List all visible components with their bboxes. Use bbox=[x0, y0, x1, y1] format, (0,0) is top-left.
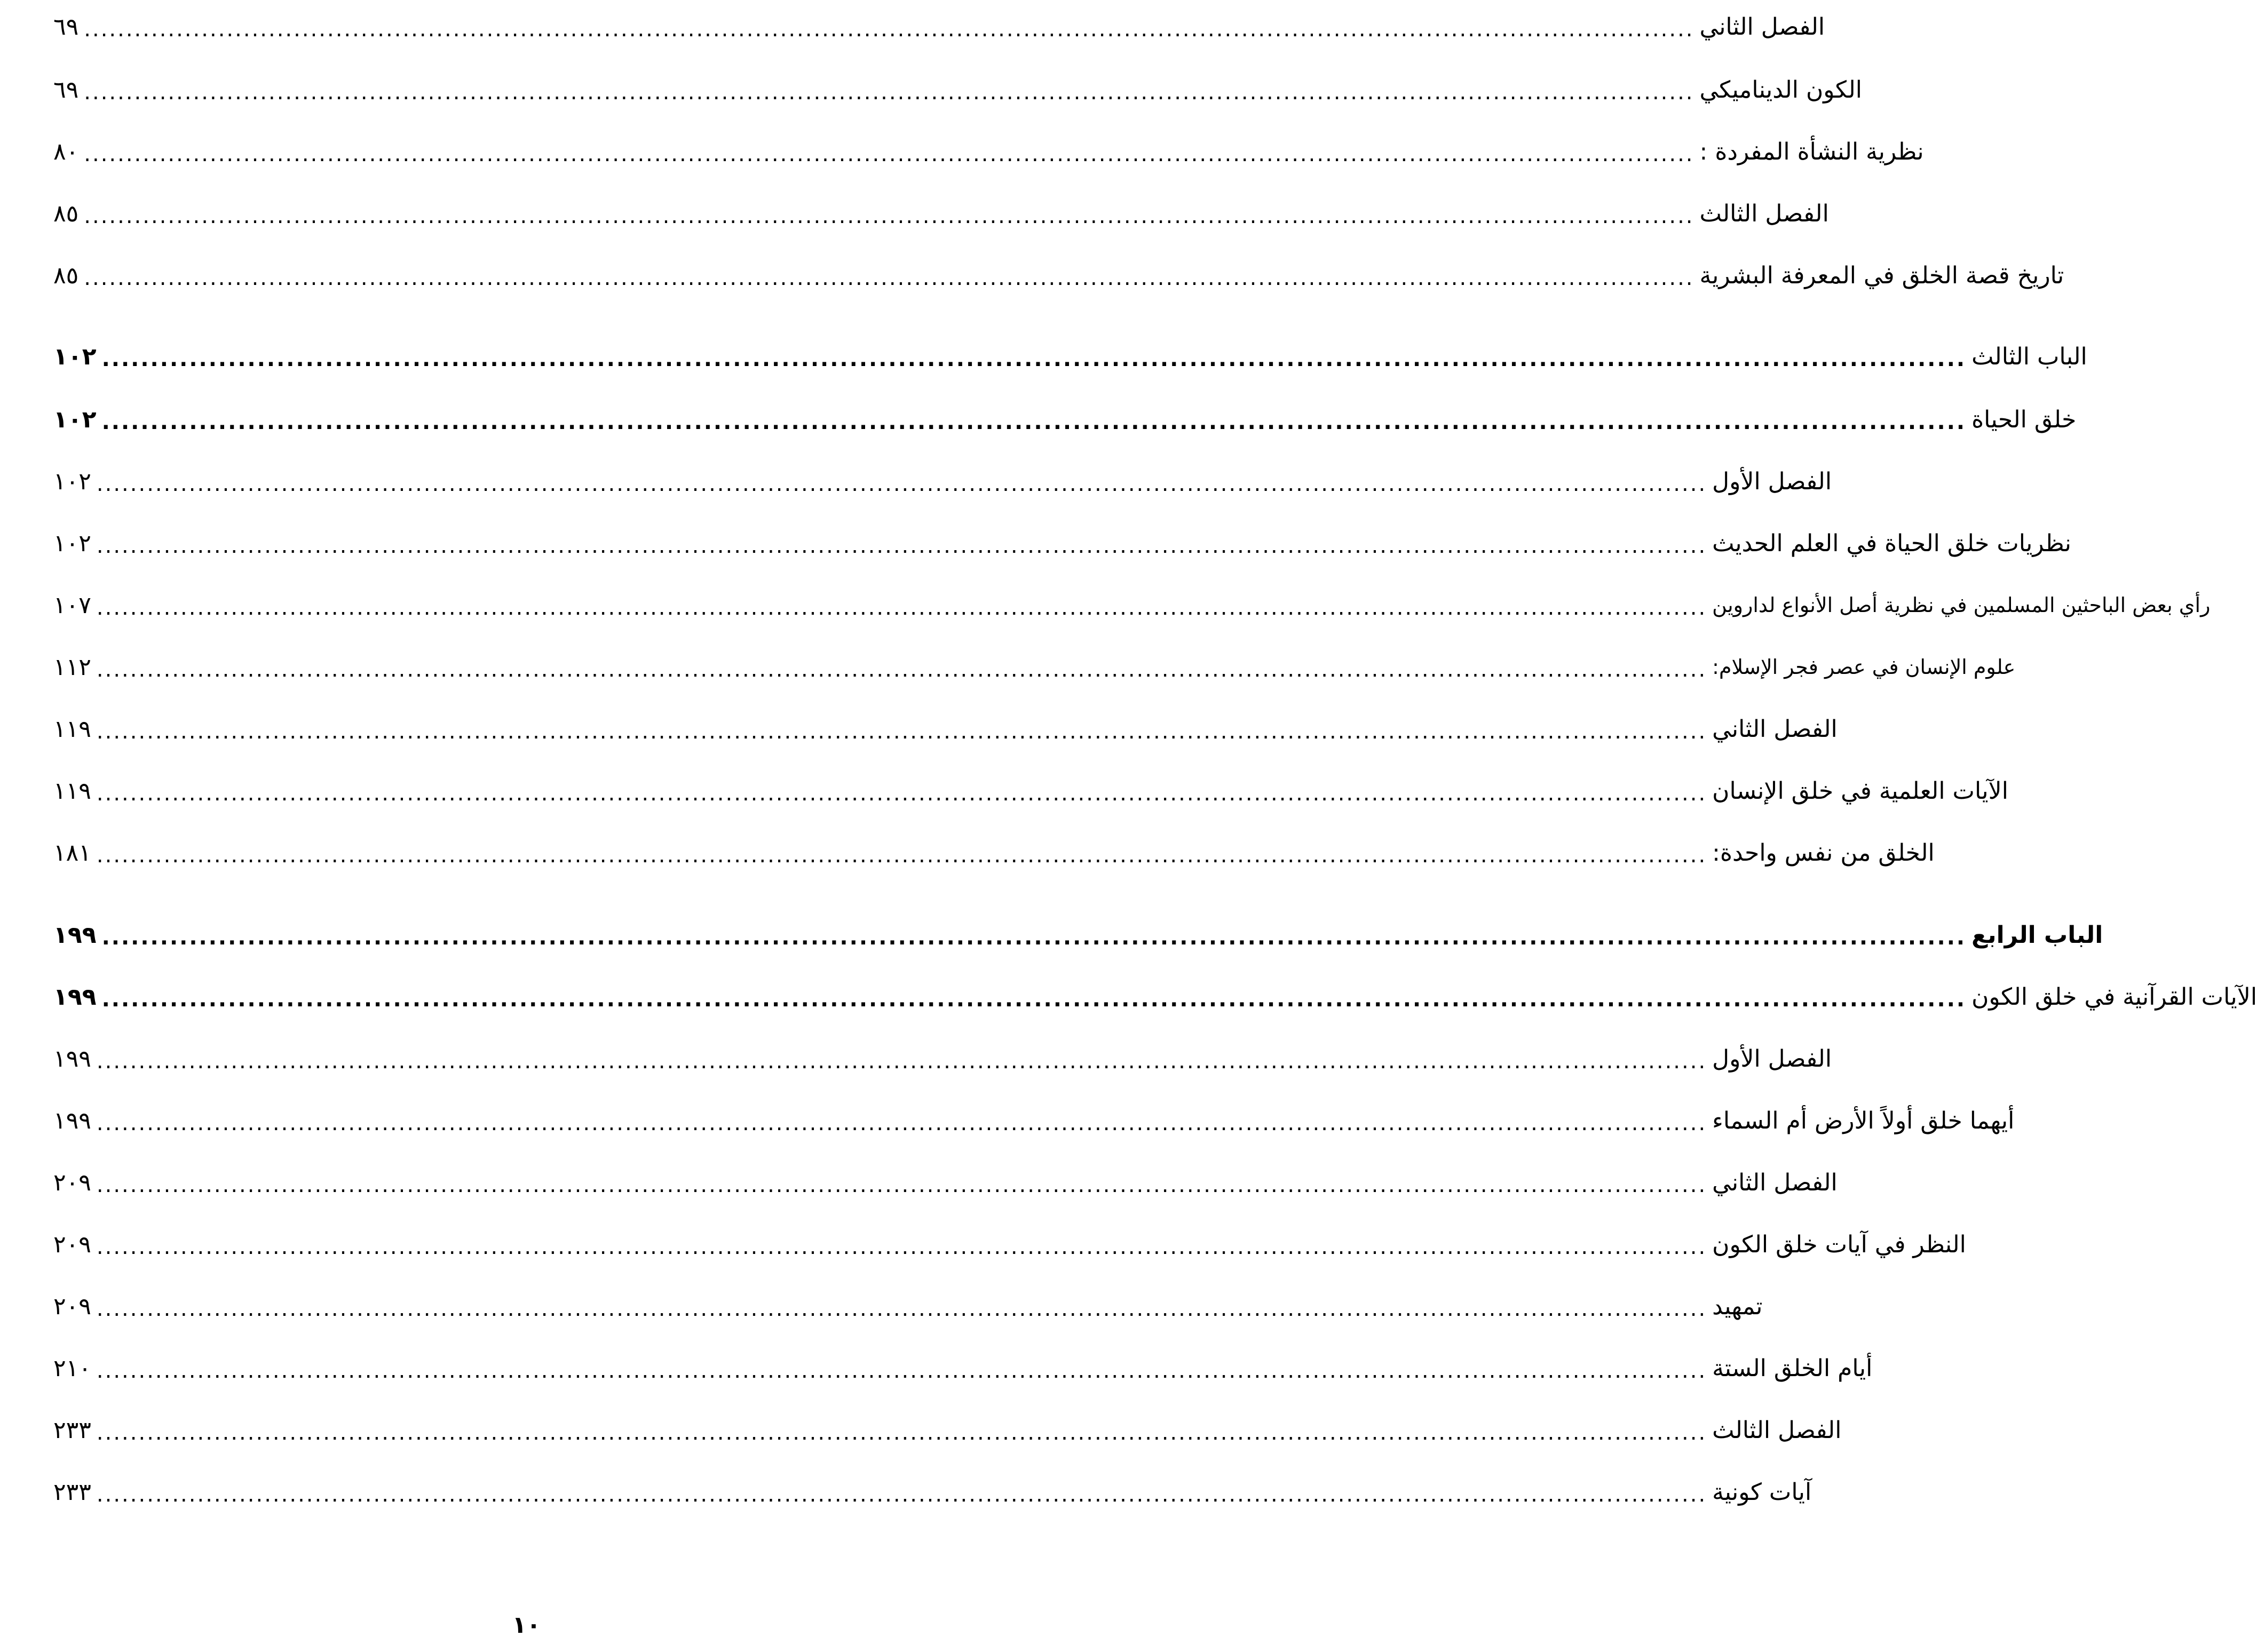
toc-leader-dots: ................................................................................................................................................................................................ bbox=[101, 925, 1967, 950]
toc-entry-title: الكون الديناميكي bbox=[1699, 76, 1862, 104]
toc-entry bbox=[53, 769, 2008, 812]
toc-page-number: ١٩٩ bbox=[53, 983, 97, 1011]
toc-leader-dots: ................................................................................................................................................................................................ bbox=[84, 204, 1694, 228]
toc-page-number: ٢٣٣ bbox=[53, 1416, 91, 1444]
toc-leader-dots: ................................................................................................................................................................................................ bbox=[84, 80, 1694, 105]
toc-page-number: ٢١٠ bbox=[53, 1354, 91, 1382]
toc-leader-dots: ................................................................................................................................................................................................ bbox=[84, 17, 1694, 42]
toc-leader-dots: ................................................................................................................................................................................................ bbox=[96, 781, 1707, 806]
toc-page-number: ١١٩ bbox=[53, 777, 91, 805]
toc-entry-title: الباب الثالث bbox=[1971, 343, 2087, 370]
toc-entry bbox=[53, 522, 2072, 565]
toc-leader-dots: ................................................................................................................................................................................................ bbox=[96, 657, 1707, 682]
toc-entry bbox=[53, 1285, 1763, 1328]
toc-entry-title: نظرية النشأة المفردة : bbox=[1699, 138, 1924, 165]
toc-page-number: ٢٣٣ bbox=[53, 1478, 91, 1506]
toc-page-number: ١٩٩ bbox=[53, 1107, 91, 1134]
toc-entry-title: الفصل الثالث bbox=[1699, 200, 1829, 227]
toc-leader-dots: ................................................................................................................................................................................................ bbox=[101, 410, 1967, 434]
toc-leader-dots: ................................................................................................................................................................................................ bbox=[96, 1359, 1707, 1383]
toc-page-number: ١٩٩ bbox=[53, 1045, 91, 1073]
toc-entry-title: تاريخ قصة الخلق في المعرفة البشرية bbox=[1699, 261, 2064, 289]
toc-page-number: ١٠٧ bbox=[53, 591, 91, 619]
toc-entry-title: أيهما خلق أولاً الأرض أم السماء bbox=[1712, 1107, 2015, 1134]
toc-page-number: ١٩٩ bbox=[53, 921, 97, 949]
toc-page-number: ٦٩ bbox=[53, 13, 79, 41]
toc-page-number: ٦٩ bbox=[53, 76, 79, 104]
toc-page-number: ١٠٢ bbox=[53, 467, 91, 495]
toc-entry bbox=[53, 1099, 2015, 1142]
toc-entry-title: نظريات خلق الحياة في العلم الحديث bbox=[1712, 529, 2072, 557]
toc-entry-part bbox=[53, 914, 2103, 956]
toc-page-number: ١٠٢ bbox=[53, 406, 97, 433]
toc-leader-dots: ................................................................................................................................................................................................ bbox=[96, 1297, 1707, 1321]
toc-leader-dots: ................................................................................................................................................................................................ bbox=[96, 595, 1707, 620]
toc-entry-title: الباب الرابع bbox=[1971, 921, 2103, 949]
toc-entry bbox=[53, 254, 2064, 297]
toc-entry bbox=[53, 1471, 1812, 1513]
toc-entry bbox=[53, 1347, 1873, 1389]
toc-entry bbox=[53, 460, 1832, 503]
toc-entry-title: أيام الخلق الستة bbox=[1712, 1354, 1873, 1382]
toc-entry-title: آيات كونية bbox=[1712, 1478, 1812, 1506]
toc-entry-title: الفصل الثاني bbox=[1712, 715, 1838, 743]
toc-entry bbox=[53, 398, 2077, 441]
toc-page-number: ٨٥ bbox=[53, 200, 79, 227]
toc-leader-dots: ................................................................................................................................................................................................ bbox=[96, 1049, 1707, 1074]
toc-page-number: ١٠٢ bbox=[53, 529, 91, 557]
toc-leader-dots: ................................................................................................................................................................................................ bbox=[96, 1173, 1707, 1197]
toc-leader-dots: ................................................................................................................................................................................................ bbox=[96, 1420, 1707, 1445]
toc-leader-dots: ................................................................................................................................................................................................ bbox=[84, 142, 1694, 166]
toc-leader-dots: ................................................................................................................................................................................................ bbox=[96, 719, 1707, 744]
toc-entry bbox=[53, 1037, 1832, 1080]
toc-page-number: ٨٠ bbox=[53, 138, 79, 165]
toc-entry-title: رأي بعض الباحثين المسلمين في نظرية أصل الأنواع لداروين bbox=[1712, 593, 2211, 617]
toc-page-number: ٢٠٩ bbox=[53, 1169, 91, 1196]
toc-entry-title: تمهيد bbox=[1712, 1292, 1763, 1320]
toc-entry bbox=[53, 646, 2016, 688]
toc-entry-title: خلق الحياة bbox=[1971, 406, 2077, 433]
toc-entry-title: الآيات القرآنية في خلق الكون bbox=[1971, 983, 2257, 1011]
toc-page-number: ١٨١ bbox=[53, 839, 91, 867]
toc-entry bbox=[53, 192, 1829, 235]
toc-page-number: ٨٥ bbox=[53, 261, 79, 289]
toc-leader-dots: ................................................................................................................................................................................................ bbox=[96, 843, 1707, 868]
toc-entry-title: الفصل الثالث bbox=[1712, 1416, 1842, 1444]
toc-entry bbox=[53, 130, 1924, 173]
toc-entry bbox=[53, 1223, 1966, 1266]
toc-entry bbox=[53, 584, 2211, 626]
toc-leader-dots: ................................................................................................................................................................................................ bbox=[101, 347, 1967, 371]
toc-entry-part bbox=[53, 335, 2087, 378]
toc-page-number: ٢٠٩ bbox=[53, 1230, 91, 1258]
toc-leader-dots: ................................................................................................................................................................................................ bbox=[96, 534, 1707, 558]
toc-entry bbox=[53, 1161, 1838, 1204]
toc-leader-dots: ................................................................................................................................................................................................ bbox=[101, 987, 1967, 1012]
toc-leader-dots: ................................................................................................................................................................................................ bbox=[96, 1111, 1707, 1135]
toc-entry bbox=[53, 975, 2257, 1018]
toc-leader-dots: ................................................................................................................................................................................................ bbox=[96, 472, 1707, 496]
page-number: ١٠ bbox=[512, 1611, 541, 1639]
toc-entry-title: علوم الإنسان في عصر فجر الإسلام: bbox=[1712, 655, 2016, 679]
toc-entry-title: النظر في آيات خلق الكون bbox=[1712, 1230, 1966, 1258]
toc-leader-dots: ................................................................................................................................................................................................ bbox=[96, 1235, 1707, 1259]
toc-entry-title: الفصل الثاني bbox=[1712, 1169, 1838, 1196]
toc-entry bbox=[53, 831, 1935, 874]
toc-entry bbox=[53, 1409, 1842, 1451]
toc-entry-title: الفصل الثاني bbox=[1699, 13, 1825, 41]
toc-entry bbox=[53, 68, 1862, 111]
toc-leader-dots: ................................................................................................................................................................................................ bbox=[96, 1482, 1707, 1507]
toc-entry-title: الخلق من نفس واحدة: bbox=[1712, 839, 1935, 867]
toc-entry bbox=[53, 708, 1838, 750]
toc-leader-dots: ................................................................................................................................................................................................ bbox=[84, 266, 1694, 290]
toc-page-number: ١١٢ bbox=[53, 653, 91, 681]
toc-page-number: ١١٩ bbox=[53, 715, 91, 743]
toc-page-number: ١٠٢ bbox=[53, 343, 97, 370]
toc-page-number: ٢٠٩ bbox=[53, 1292, 91, 1320]
toc-entry-title: الآيات العلمية في خلق الإنسان bbox=[1712, 777, 2008, 805]
toc-entry-title: الفصل الأول bbox=[1712, 1045, 1832, 1073]
toc-entry bbox=[53, 5, 1825, 48]
toc-entry-title: الفصل الأول bbox=[1712, 467, 1832, 495]
